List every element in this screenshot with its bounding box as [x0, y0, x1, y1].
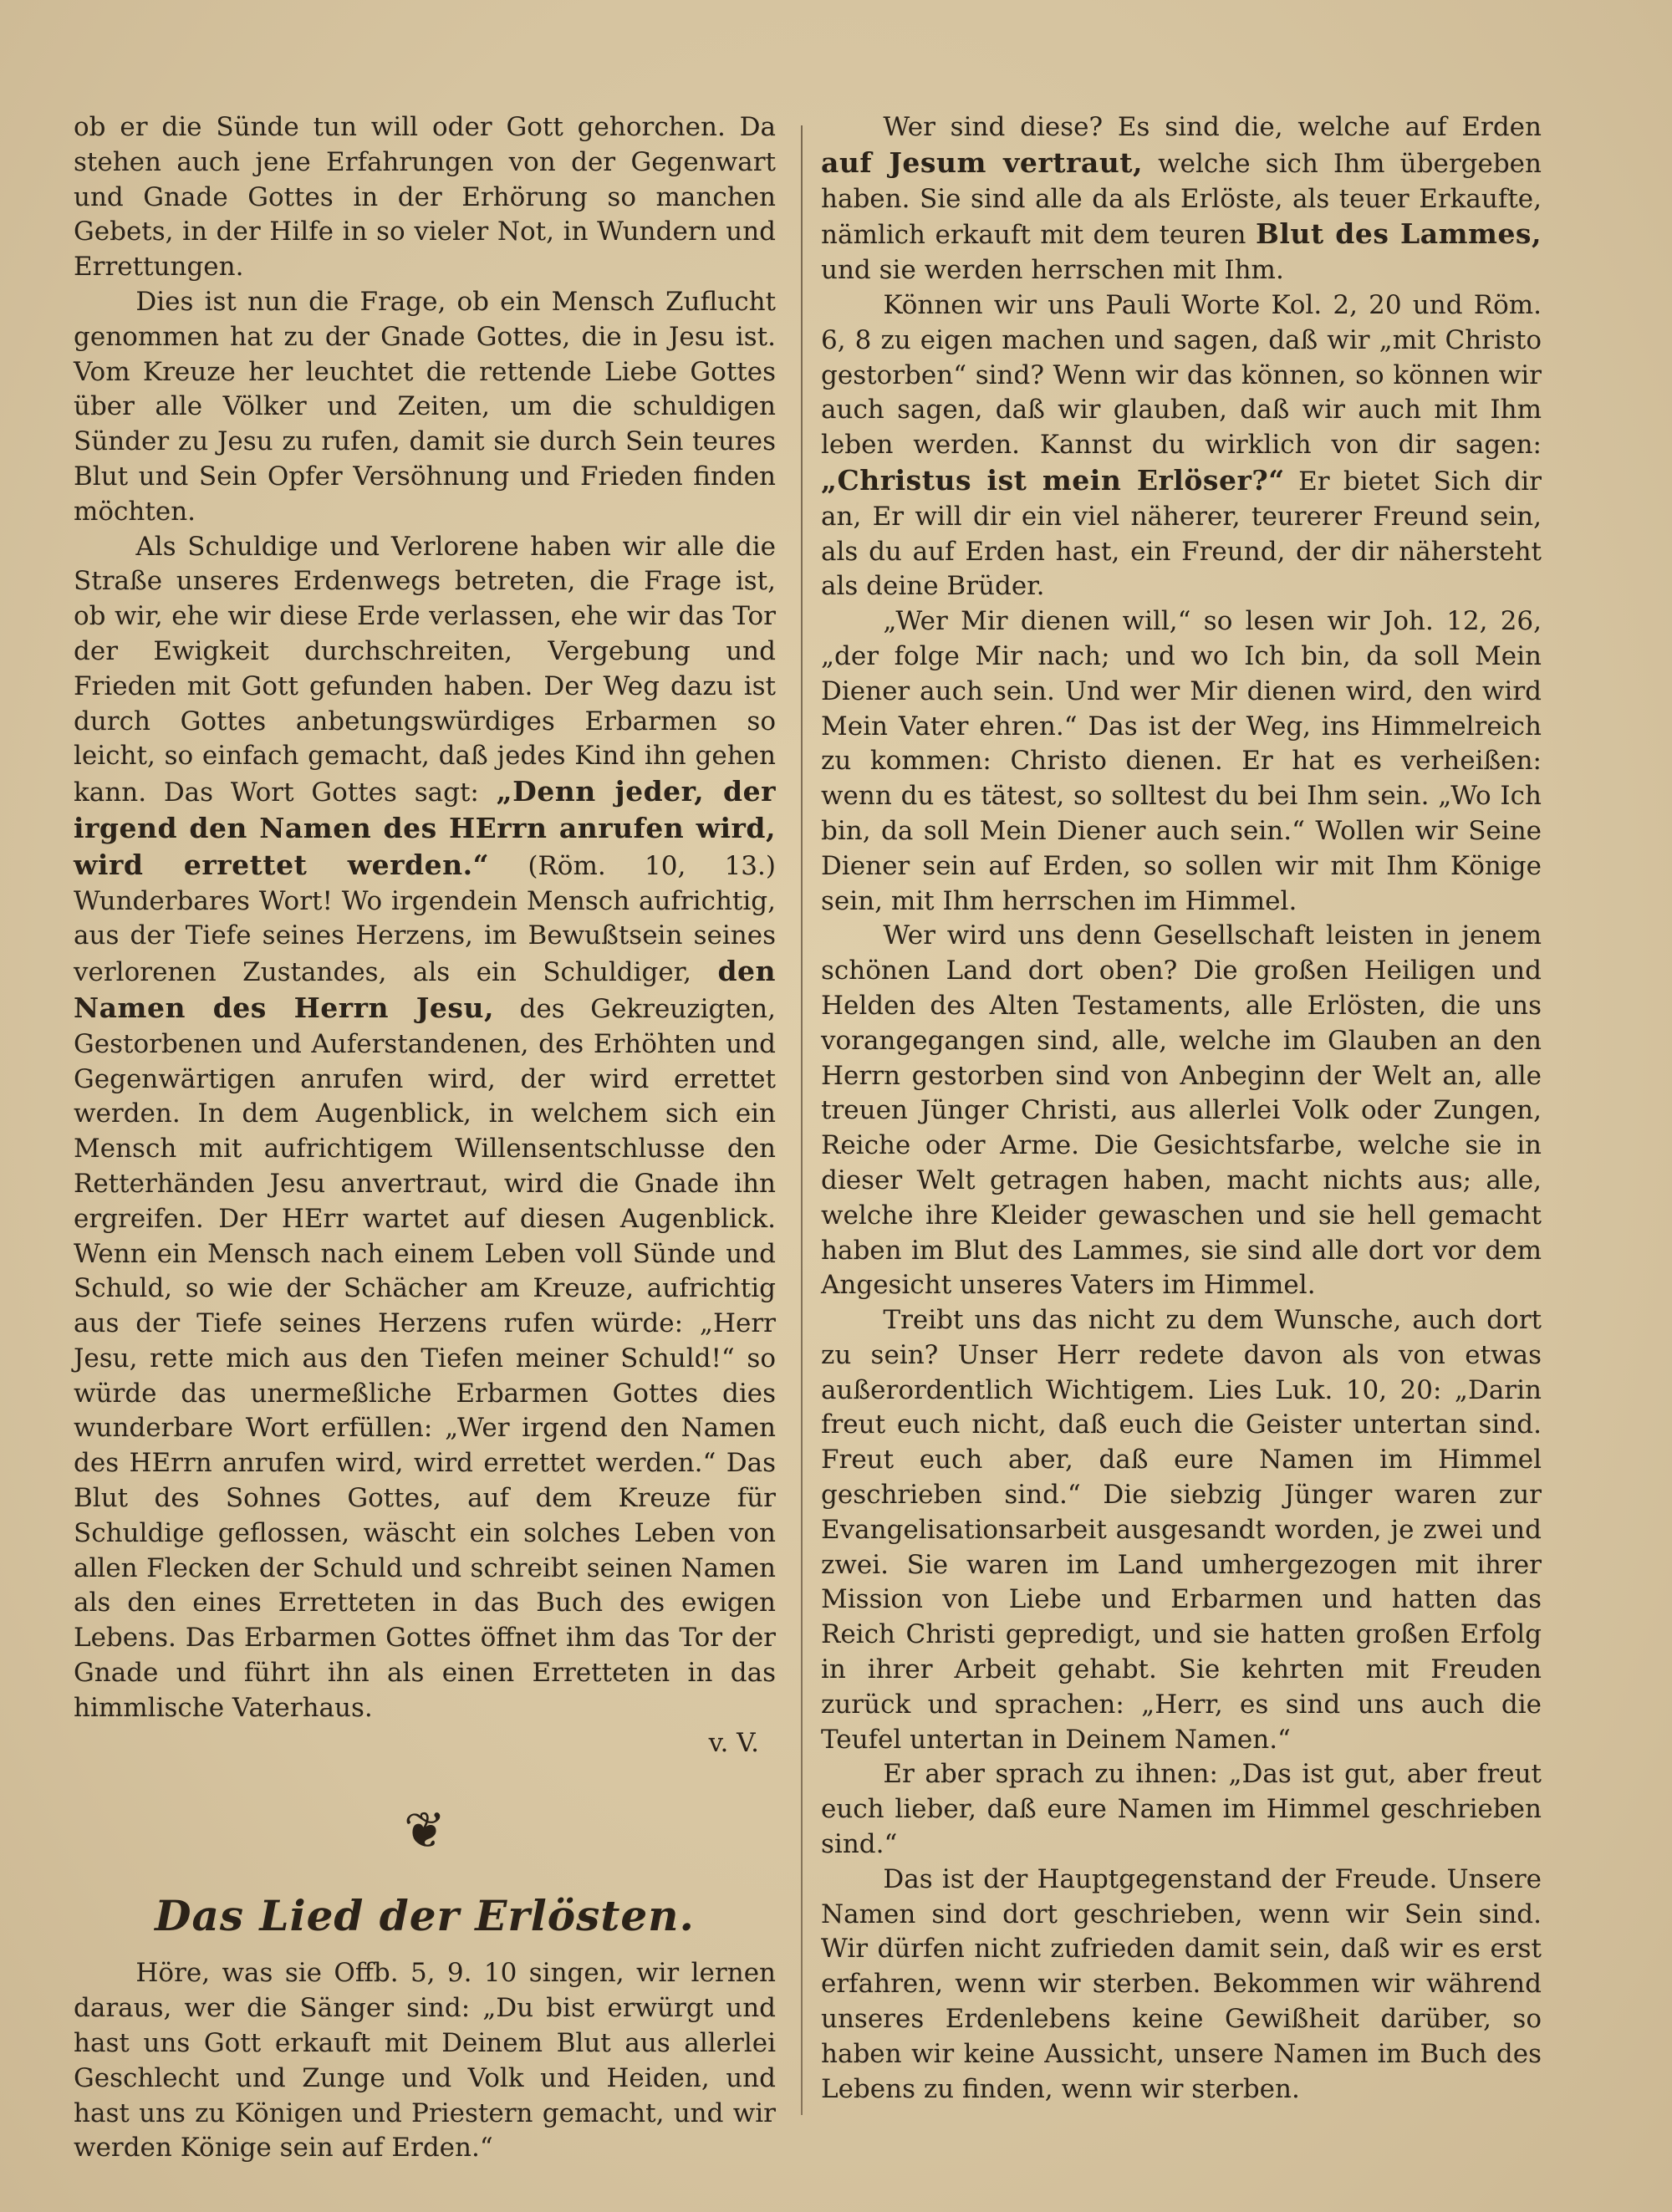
bold-quote: „Denn jeder, der irgend den Namen des HErrn anrufen wird, wird errettet werden.“: [74, 775, 776, 881]
column-divider: [801, 125, 803, 2115]
text-run: (Röm. 10, 13.) Wunderbares Wort! Wo irgendein Mensch aufrichtig, aus der Tiefe seines Herzens, im Bewußtsein seines verlorenen Zustandes, als ein Schuldiger,: [74, 850, 776, 988]
paragraph: Das ist der Hauptgegenstand der Freude. Unsere Namen sind dort geschrieben, wenn wir Sein sind. Wir dürfen nicht zufrieden damit sein, daß wir es erst erfahren, wenn wir sterben. Bekommen wir während unseres Erdenlebens keine Gewißheit darüber, so haben wir keine Aussicht, unsere Namen im Buch des Lebens zu finden, wenn wir sterben.: [821, 1863, 1542, 2104]
text-run: welche sich Ihm übergeben haben. Sie sind alle da als Erlöste, als teuer Erkaufte, nämlich erkauft mit dem teuren: [821, 148, 1542, 251]
paragraph: Wer wird uns denn Gesellschaft leisten in jenem schönen Land dort oben? Die großen Heiligen und Helden des Alten Testaments, alle Erlösten, die uns vorangegangen sind, alle, welche im Glauben an den Herrn gestorben sind von Anbeginn der Welt an, alle treuen Jünger Christi, aus allerlei Volk oder Zungen, Reiche oder Arme. Die Gesichtsfarbe, welche sie in dieser Welt getragen haben, macht nichts aus; alle, welche ihre Kleider gewaschen und sie hell gemacht haben im Blut des Lammes, sie sind alle dort vor dem Angesicht unseres Vaters im Himmel.: [821, 920, 1542, 1301]
paragraph: [74, 530, 776, 1726]
bold-phrase: „Christus ist mein Erlöser?“: [821, 463, 1285, 497]
ornament-icon: ❦: [403, 1802, 446, 1861]
left-column: [74, 110, 776, 2166]
text-run: Wer sind diese? Es sind die, welche auf Erden: [883, 112, 1542, 142]
bold-phrase: Blut des Lammes,: [1255, 217, 1542, 251]
paragraph: ob er die Sünde tun will oder Gott gehorchen. Da stehen auch jene Erfahrungen von der Gegenwart und Gnade Gottes in der Erhörung so manchen Gebets, in der Hilfe in so vieler Not, in Wundern und Errettungen.: [74, 112, 776, 283]
text-run: Als Schuldige und Verlorene haben wir alle die Straße unseres Erdenwegs betreten, die Frage ist, ob wir, ehe wir diese Erde verlassen, ehe wir das Tor der Ewigkeit durchschreiten, Vergebung und Frieden mit Gott gefunden haben. Der Weg dazu ist durch Gottes anbetungswürdiges Erbarmen so leicht, so einfach gemacht, daß jedes Kind ihn gehen kann. Das Wort Gottes sagt:: [74, 531, 776, 808]
bold-phrase: auf Jesum vertraut,: [821, 145, 1143, 179]
bold-name: den Namen des Herrn Jesu,: [74, 955, 777, 1024]
paragraph: Treibt uns das nicht zu dem Wunsche, auch dort zu sein? Unser Herr redete davon als von etwas außerordentlich Wichtigem. Lies Luk. 10, 20: „Darin freut euch nicht, daß euch die Geister untertan sind. Freut euch aber, daß eure Namen im Himmel geschrieben sind.“ Die siebzig Jünger waren zur Evangelisationsarbeit ausgesandt worden, je zwei und zwei. Sie waren im Land umhergezogen mit ihrer Mission von Liebe und Erbarmen und hatten das Reich Christi gepredigt, und sie hatten großen Erfolg in ihrer Arbeit gehabt. Sie kehrten mit Freuden zurück und sprachen: „Herr, es sind uns auch die Teufel untertan in Deinem Namen.“: [821, 1305, 1542, 1755]
text-run: des Gekreuzigten, Gestorbenen und Auferstandenen, des Erhöhten und Gegenwärtigen anrufen wird, der wird errettet werden. In dem Augenblick, in welchem sich ein Mensch mit aufrichtigem Willensentschlusse den Retterhänden Jesu anvertraut, wird die Gnade ihn ergreifen. Der HErr wartet auf diesen Augenblick. Wenn ein Mensch nach einem Leben voll Sünde und Schuld, so wie der Schächer am Kreuze, aufrichtig aus der Tiefe seines Herzens rufen würde: „Herr Jesu, rette mich aus den Tiefen meiner Schuld!“ so würde das unermeßliche Erbarmen Gottes dies wunderbare Wort erfüllen: „Wer irgend den Namen des HErrn anrufen wird, wird errettet werden.“ Das Blut des Sohnes Gottes, auf dem Kreuze für Schuldige geflossen, wäscht ein solches Leben von allen Flecken der Schuld und schreibt seinen Namen als den eines Erretteten in das Buch des ewigen Lebens. Das Erbarmen Gottes öffnet ihm das Tor der Gnade und führt ihn als einen Erretteten in das himmlische Vaterhaus.: [74, 993, 776, 1723]
paragraph: [821, 110, 1542, 288]
right-column: [821, 110, 1542, 2107]
text-run: Er bietet Sich dir an, Er will dir ein viel näherer, teurerer Freund sein, als du auf Erden hast, ein Freund, der dir nähersteht als deine Brüder.: [821, 466, 1542, 602]
paragraph: [821, 288, 1542, 604]
paragraph: „Wer Mir dienen will,“ so lesen wir Joh. 12, 26, „der folge Mir nach; und wo Ich bin, da soll Mein Diener auch sein. Und wer Mir dienen wird, den wird Mein Vater ehren.“ Das ist der Weg, ins Himmelreich zu kommen: Christo dienen. Er hat es verheißen: wenn du es tätest, so solltest du bei Ihm sein. „Wo Ich bin, da soll Mein Diener auch sein.“ Wollen wir Seine Diener sein auf Erden, so sollen wir mit Ihm Könige sein, mit Ihm herrschen im Himmel.: [821, 606, 1542, 916]
paragraph: Er aber sprach zu ihnen: „Das ist gut, aber freut euch lieber, daß eure Namen im Himmel geschrieben sind.“: [821, 1759, 1542, 1860]
paragraph: Dies ist nun die Frage, ob ein Mensch Zuflucht genommen hat zu der Gnade Gottes, die in Jesu ist. Vom Kreuze her leuchtet die rettende Liebe Gottes über alle Völker und Zeiten, um die schuldigen Sünder zu Jesu zu rufen, damit sie durch Sein teures Blut und Sein Opfer Versöhnung und Frieden finden möchten.: [74, 286, 776, 527]
text-run: und sie werden herrschen mit Ihm.: [821, 255, 1284, 286]
author-signature: v. V.: [708, 1727, 759, 1758]
paragraph: Höre, was sie Offb. 5, 9. 10 singen, wir lernen daraus, wer die Sänger sind: „Du bist erwürgt und hast uns Gott erkauft mit Deinem Blut aus allerlei Geschlecht und Zunge und Volk und Heiden, und hast uns zu Königen und Priestern gemacht, und wir werden Könige sein auf Erden.“: [74, 1958, 776, 2164]
text-run: Können wir uns Pauli Worte Kol. 2, 20 und Röm. 6, 8 zu eigen machen und sagen, daß wir „mit Christo gestorben“ sind? Wenn wir das können, so können wir auch sagen, daß wir glauben, daß wir auch mit Ihm leben werden. Kannst du wirklich von dir sagen:: [821, 289, 1542, 461]
article-heading: Das Lied der Erlösten.: [155, 1891, 695, 1941]
